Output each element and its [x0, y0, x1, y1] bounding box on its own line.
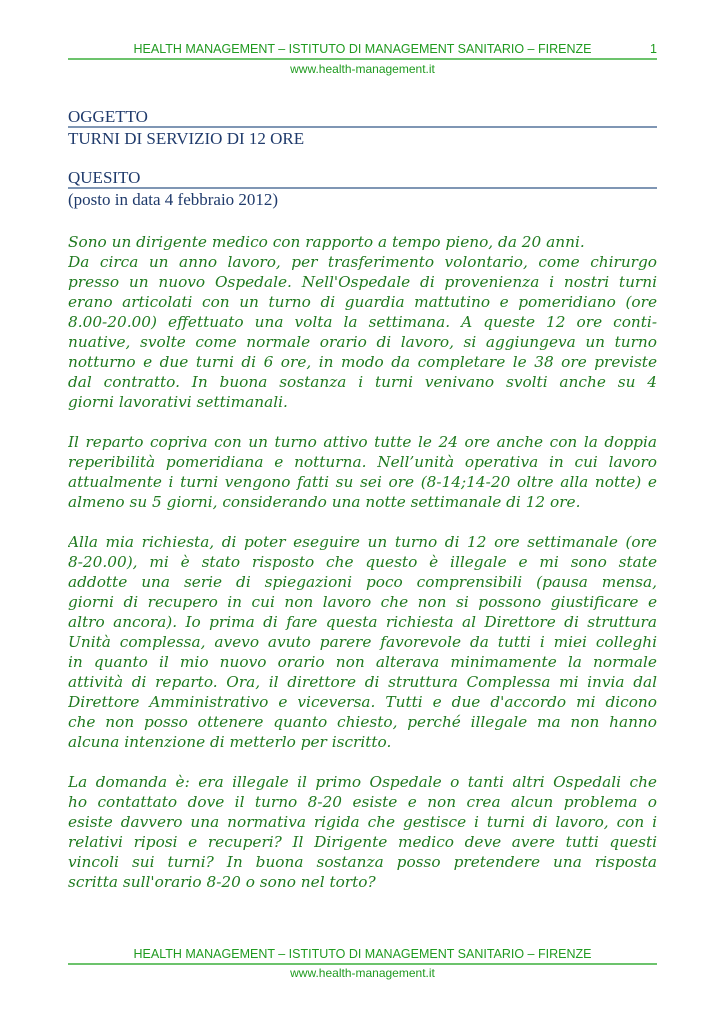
page-header: [68, 42, 657, 56]
paragraph-line: Sono un dirigente medico con rapporto a tempo pieno, da 20 anni.: [68, 233, 585, 251]
paragraph-line: attualmente i turni vengono fatti su sei ore (8-14;14-20 oltre alla notte) e: [68, 473, 657, 491]
paragraph-4: [68, 772, 657, 892]
paragraph-line: reperibilità pomeridiana e notturna. Nell’unità operativa in cui lavoro: [68, 453, 657, 471]
paragraph-line: notturno e due turni di 6 ore, in modo da completare le 38 ore previste: [68, 353, 657, 371]
paragraph-line: giorni di recupero in cui non lavoro che non si possono giustificare e: [68, 593, 657, 611]
paragraph-line: presso un nuovo Ospedale. Nell'Ospedale di provenienza i nostri turni: [68, 273, 657, 291]
paragraph-2: [68, 432, 657, 512]
paragraph-line: dal contratto. In buona sostanza i turni venivano svolti anche su 4: [68, 373, 657, 391]
header-title: HEALTH MANAGEMENT – ISTITUTO DI MANAGEMENT SANITARIO – FIRENZE: [133, 42, 592, 56]
header-url: www.health-management.it: [290, 62, 435, 76]
oggetto-divider: [68, 126, 657, 128]
paragraph-line: che non posso ottenere quanto chiesto, perché illegale ma non hanno: [68, 713, 657, 731]
footer-url: www.health-management.it: [290, 966, 435, 980]
paragraph-line: nuative, svolte come normale orario di lavoro, si aggiungeva un turno: [68, 333, 657, 351]
quesito-label: QUESITO: [68, 168, 141, 187]
paragraph-line: Da circa un anno lavoro, per trasferimento volontario, come chirurgo: [68, 253, 657, 271]
paragraph-line: almeno su 5 giorni, considerando una notte settimanale di 12 ore.: [68, 493, 581, 511]
paragraph-line: relativi riposi e recuperi? Il Dirigente medico deve avere tutti questi: [68, 833, 657, 851]
paragraph-1: [68, 232, 657, 412]
paragraph-line: esiste davvero una normativa rigida che gestisce i turni di lavoro, con i: [68, 813, 657, 831]
footer-divider: [68, 963, 657, 965]
paragraph-line: in quanto il mio nuovo orario non alterava minimamente la normale: [68, 653, 657, 671]
paragraph-line: erano articolati con un turno di guardia mattutino e pomeridiano (ore: [68, 293, 657, 311]
paragraph-line: Alla mia richiesta, di poter eseguire un turno di 12 ore settimanale (ore: [68, 533, 657, 551]
paragraph-line: Direttore Amministrativo e viceversa. Tutti e due d'accordo mi dicono: [68, 693, 657, 711]
header-divider: [68, 58, 657, 60]
paragraph-line: ho contattato dove il turno 8-20 esiste e non crea alcun problema o: [68, 793, 657, 811]
paragraph-line: altro ancora). Io prima di fare questa richiesta al Direttore di struttura: [68, 613, 657, 631]
paragraph-3: [68, 532, 657, 752]
paragraph-line: Unità complessa, avevo avuto parere favorevole da tutti i miei colleghi: [68, 633, 657, 651]
paragraph-line: attività di reparto. Ora, il direttore di struttura Complessa mi invia dal: [68, 673, 657, 691]
paragraph-line: alcuna intenzione di metterlo per iscritto.: [68, 733, 392, 751]
footer-title: HEALTH MANAGEMENT – ISTITUTO DI MANAGEMENT SANITARIO – FIRENZE: [133, 947, 592, 961]
paragraph-line: giorni lavorativi settimanali.: [68, 393, 288, 411]
oggetto-value: TURNI DI SERVIZIO DI 12 ORE: [68, 129, 305, 148]
paragraph-line: La domanda è: era illegale il primo Ospedale o tanti altri Ospedali che: [68, 773, 657, 791]
paragraph-line: 8-20.00), mi è stato risposto che questo è illegale e mi sono state: [68, 553, 657, 571]
oggetto-label: OGGETTO: [68, 107, 148, 126]
page-number: 1: [650, 42, 657, 56]
paragraph-line: Il reparto copriva con un turno attivo tutte le 24 ore anche con la doppia: [68, 433, 657, 451]
paragraph-line: vincoli sui turni? In buona sostanza posso pretendere una risposta: [68, 853, 657, 871]
paragraph-line: 8.00-20.00) effettuato una volta la settimana. A queste 12 ore conti-: [68, 313, 657, 331]
paragraph-line: scritta sull'orario 8-20 o sono nel torto?: [68, 873, 376, 891]
quesito-divider: [68, 187, 657, 189]
paragraph-line: addotte una serie di spiegazioni poco comprensibili (pausa mensa,: [68, 573, 657, 591]
quesito-date: (posto in data 4 febbraio 2012): [68, 190, 279, 209]
